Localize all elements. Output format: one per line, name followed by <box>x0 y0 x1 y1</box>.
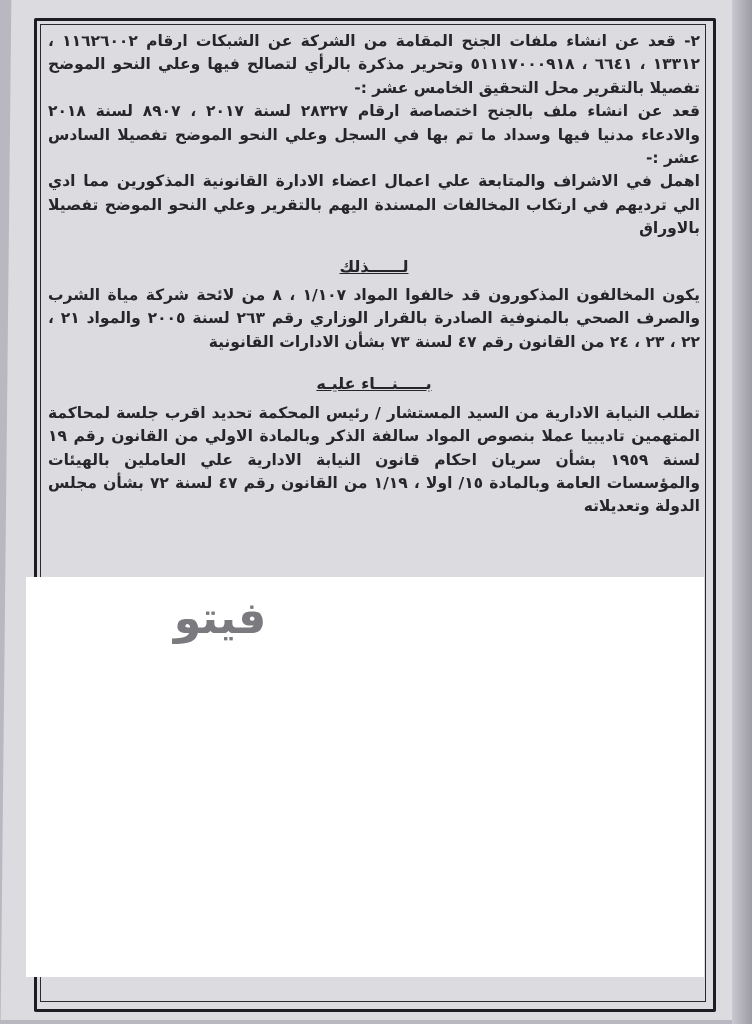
paragraph-item-15: قعد عن انشاء ملف بالجنح اختصاصة ارقام ٢٨٣٢٧ لسنة ٢٠١٧ ، ٨٩٠٧ لسنة ٢٠١٨ والادعاء مدنيا فيها وسداد ما تم بها في السجل وعلي النحو الموضح تفصيلا السادس عشر :- <box>48 102 700 168</box>
section-heading-therefore: لــــــذلك <box>339 256 409 276</box>
paragraph-item-2: ٢- قعد عن انشاء ملفات الجنح المقامة من الشركة عن الشبكات ارقام ١١٦٢٦٠٠٢ ، ١٣٣١٢ ، ٦٦٤١ ، ٥١١١٧٠٠٠٩١٨ وتحرير مذكرة بالرأي لتصالح فيها وعلي النحو الموضح تفصيلا بالتقرير محل التحقيق الخامس عشر :- <box>48 32 701 97</box>
redaction-cover <box>26 577 704 977</box>
watermark-logo <box>150 588 290 650</box>
watermark-logo-text: فيتو <box>173 593 267 644</box>
section-heading-accordingly: بـــــنـــاء عليـه <box>316 374 432 394</box>
paragraph-violations: يكون المخالفون المذكورون قد خالفوا المواد ١/١٠٧ ، ٨ من لائحة شركة مياة الشرب والصرف الصحي بالمنوفية الصادرة بالقرار الوزاري رقم ٢٦٣ لسنة ٢٠٠٥ والمواد ٢١ ، ٢٢ ، ٢٣ ، ٢٤ من القانون رقم ٤٧ لسنة ٧٣ بشأن الادارات القانونية <box>48 286 701 351</box>
paragraph-item-16: اهمل في الاشراف والمتابعة علي اعمال اعضاء الادارة القانونية المذكورين مما ادي الي ترديهم في ارتكاب المخالفات المسندة اليهم بالتقرير وعلي النحو الموضح تفصيلا بالاوراق <box>48 172 700 238</box>
paragraph-request: تطلب النيابة الادارية من السيد المستشار / رئيس المحكمة تحديد اقرب جلسة لمحاكمة المتهمين تاديبيا عملا بنصوص المواد سالفة الذكر وبالمادة الاولي من القانون رقم ١٩ لسنة ١٩٥٩ بشأن سريان احكام قانون النيابة الادارية علي العاملين بالهيئات والمؤسسات العامة وبالمادة ١٥/ اولا ، ١/١٩ من القانون رقم ٤٧ لسنة ٧٢ بشأن مجلس الدولة وتعديلاته <box>48 403 701 516</box>
document-body <box>48 30 700 519</box>
page-edge-shadow <box>732 0 752 1024</box>
